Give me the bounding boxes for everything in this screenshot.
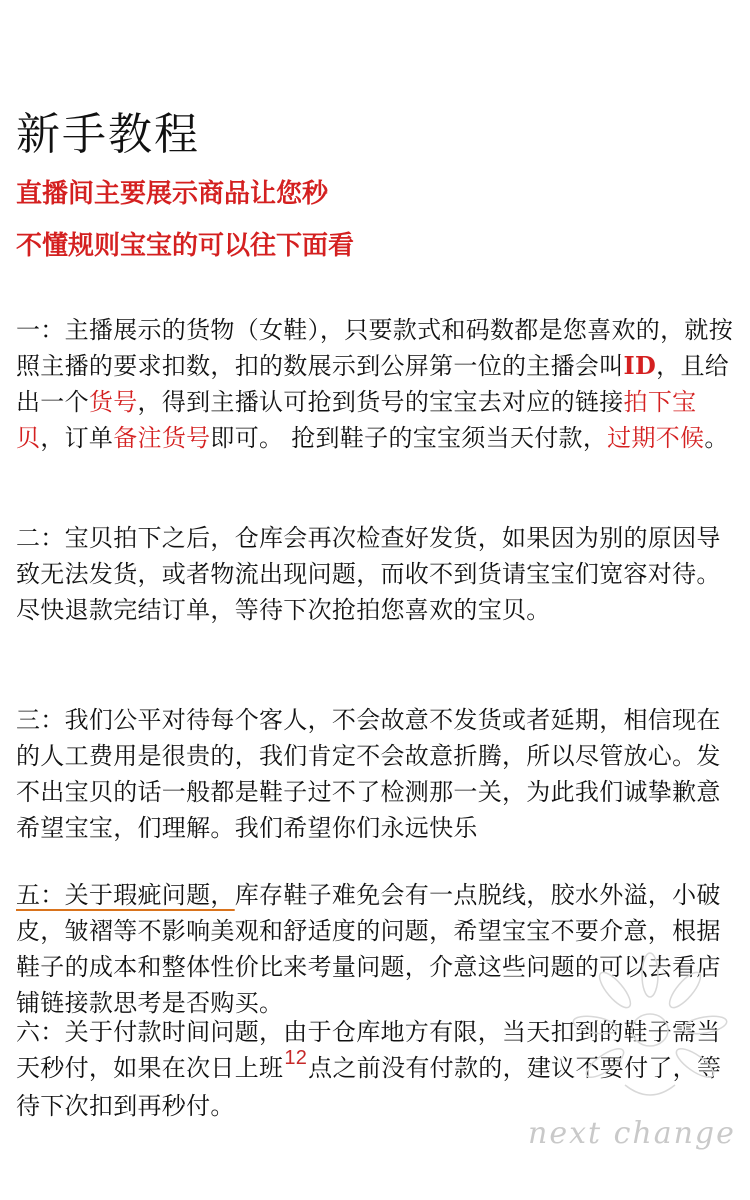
section-1-text-d: ，订单 xyxy=(40,424,114,452)
subtitle-2: 不懂规则宝宝的可以往下面看 xyxy=(16,231,355,261)
section-2: 二：宝贝拍下之后，仓库会再次检查好发货，如果因为别的原因导致无法发货，或者物流出现问题，而收不到货请宝宝们宽容对待。尽快退款完结订单，等待下次抢拍您喜欢的宝贝。 xyxy=(16,524,721,624)
section-6 xyxy=(16,1014,738,1124)
page-title: 新手教程 xyxy=(16,109,200,160)
section-1-text-b: ，且给出一个 xyxy=(16,352,730,416)
id-highlight: ID xyxy=(623,351,657,380)
section-3: 三：我们公平对待每个客人，不会故意不发货或者延期，相信现在的人工费用是很贵的，我们肯定不会故意折腾，所以尽管放心。发不出宝贝的话一般都是鞋子过不了检测那一关，为此我们诚挚歉意希望宝宝，们理解。我们希望你们永远快乐 xyxy=(16,706,721,842)
section-5-heading: 五：关于瑕疵问题， xyxy=(16,881,235,909)
section-1-text-a: 一：主播展示的货物（女鞋），只要款式和码数都是您喜欢的，就按照主播的要求扣数，扣的数展示到公屏第一位的主播会叫 xyxy=(16,316,733,380)
section-5 xyxy=(16,877,738,1021)
subtitle-1: 直播间主要展示商品让您秒 xyxy=(16,179,329,209)
section-1 xyxy=(16,312,738,456)
section-1-text-f: 。 xyxy=(704,424,729,452)
section-6-text-a: 六：关于付款时间问题，由于仓库地方有限，当天扣到的鞋子需当天秒付，如果在次日上班 xyxy=(16,1018,721,1082)
time-number: 12 xyxy=(284,1047,308,1069)
watermark-text: next change xyxy=(528,1116,736,1151)
section-1-text-c: ，得到主播认可抢到货号的宝宝去对应的链接 xyxy=(137,388,624,416)
expired-highlight: 过期不候 xyxy=(607,424,705,452)
section-5-body: 库存鞋子难免会有一点脱线，胶水外溢，小破皮，皱褶等不影响美观和舒适度的问题，希望宝宝不要介意，根据鞋子的成本和整体性价比来考量问题，介意这些问题的可以去看店铺链接款思考是否购买。 xyxy=(16,881,721,1017)
note-item-number-highlight: 备注货号 xyxy=(113,424,211,452)
section-6-text-b: 点之前没有付款的，建议不要付了，等待下次扣到再秒付。 xyxy=(16,1054,722,1120)
item-number-highlight: 货号 xyxy=(88,388,138,416)
section-1-text-e: 即可。 抢到鞋子的宝宝须当天付款， xyxy=(210,424,608,452)
buy-item-highlight: 拍下宝贝 xyxy=(16,388,697,452)
